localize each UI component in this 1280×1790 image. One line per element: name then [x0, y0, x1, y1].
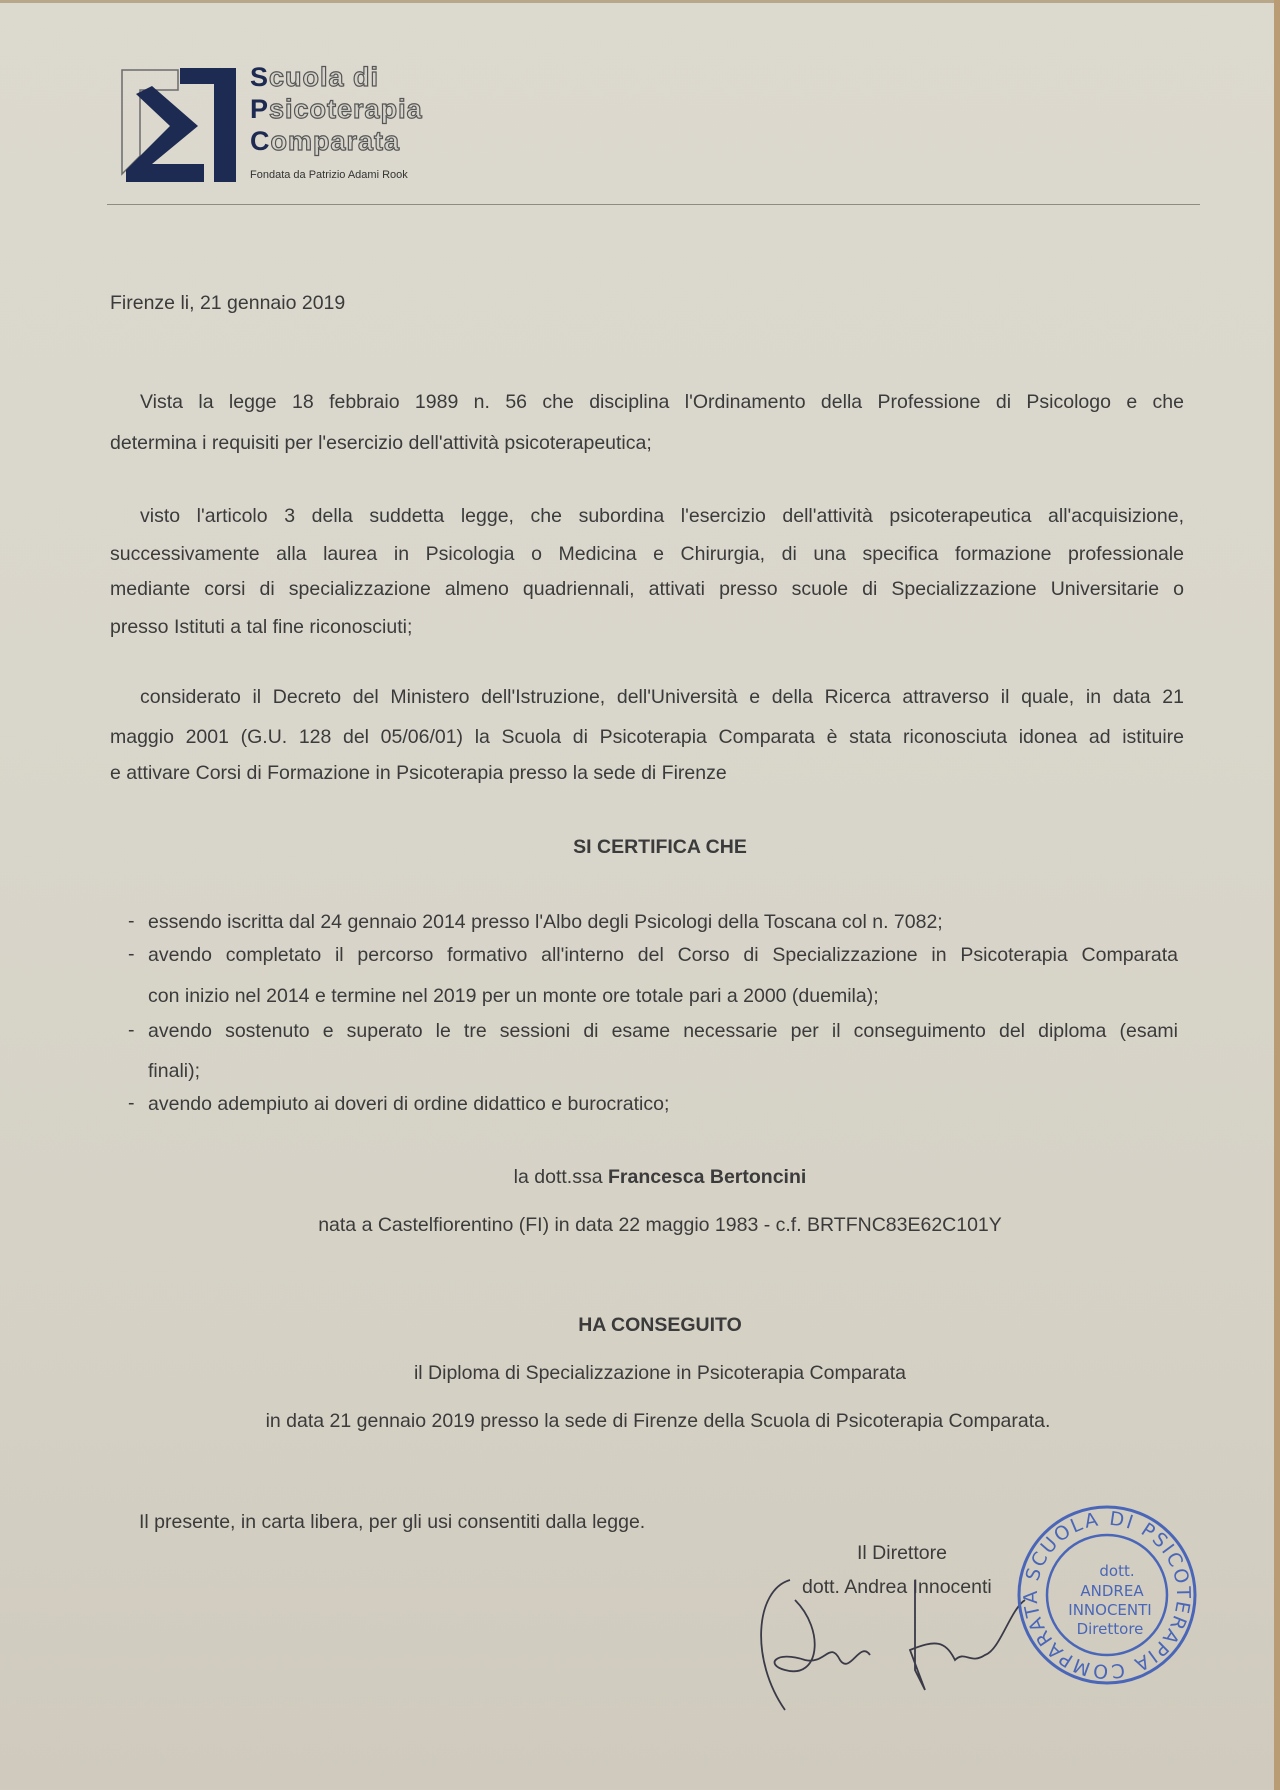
text-line: e attivare Corsi di Formazione in Psicoterapia presso la sede di Firenze [110, 762, 727, 784]
list-item: avendo completato il percorso formativo all'interno del Corso di Specializzazione in Psicoterapia Comparata [148, 944, 1178, 966]
conseguito-heading: HA CONSEGUITO [578, 1314, 742, 1336]
logo-line-3: Comparata [250, 126, 401, 156]
bullet-marker: - [128, 1092, 135, 1114]
text-line: considerato il Decreto del Ministero dell'Istruzione, dell'Università e della Ricerca attraverso il quale, in data 21 [140, 686, 1184, 708]
header-divider [107, 204, 1200, 205]
date-line: Firenze li, 21 gennaio 2019 [110, 292, 346, 314]
official-stamp [1012, 1500, 1202, 1690]
certifica-heading: SI CERTIFICA CHE [573, 836, 747, 858]
recipient-name: Francesca Bertoncini [607, 1166, 807, 1188]
logo-line-2: Psicoterapia [250, 94, 423, 124]
stamp-ring-text: SCUOLA DI PSICOTERAPIA COMPARATA [1019, 1507, 1195, 1683]
list-item: avendo sostenuto e superato le tre sessioni di esame necessarie per il conseguimento del diploma (esami [148, 1020, 1178, 1042]
list-item-continued: finali); [148, 1060, 201, 1082]
bullet-marker: - [128, 1019, 135, 1041]
text-line: successivamente alla laurea in Psicologia o Medicina e Chirurgia, di una specifica formazione professionale [110, 543, 1184, 565]
logo-line-1: Scuola di [250, 62, 380, 92]
text-line: presso Istituti a tal fine riconosciuti; [110, 616, 413, 638]
handwritten-signature [745, 1570, 1045, 1720]
text-line: mediante corsi di specializzazione almeno quadriennali, attivati presso scuole di Specializzazione Universitarie o [110, 578, 1184, 600]
stamp-line: INNOCENTI [1068, 1601, 1152, 1619]
diploma-line: il Diploma di Specializzazione in Psicoterapia Comparata [413, 1362, 907, 1384]
diploma-date-line: in data 21 gennaio 2019 presso la sede di Firenze della Scuola di Psicoterapia Comparata. [265, 1410, 1051, 1432]
stamp-line: dott. [1099, 1562, 1135, 1580]
bullet-marker: - [128, 943, 135, 965]
recipient-line: la dott.ssa Francesca Bertoncini [513, 1166, 807, 1188]
signatory-name: dott. Andrea Innocenti [802, 1576, 992, 1598]
stamp-line: ANDREA [1080, 1582, 1144, 1600]
list-item: avendo adempiuto ai doveri di ordine didattico e burocratico; [148, 1093, 670, 1115]
stamp-line: Direttore [1076, 1620, 1144, 1638]
closing-line: Il presente, in carta libera, per gli usi consentiti dalla legge. [139, 1511, 646, 1533]
list-item: essendo iscritta dal 24 gennaio 2014 presso l'Albo degli Psicologi della Toscana col n. 7082; [148, 911, 943, 933]
list-item-continued: con inizio nel 2014 e termine nel 2019 per un monte ore totale pari a 2000 (duemila); [148, 985, 879, 1007]
logo-subtitle: Fondata da Patrizio Adami Rook [250, 169, 408, 181]
text-line: determina i requisiti per l'esercizio dell'attività psicoterapeutica; [110, 432, 652, 454]
bullet-marker: - [128, 910, 135, 932]
text-line: Vista la legge 18 febbraio 1989 n. 56 che disciplina l'Ordinamento della Professione di Psicologo e che [140, 391, 1184, 413]
text-line: maggio 2001 (G.U. 128 del 05/06/01) la Scuola di Psicoterapia Comparata è stata riconosciuta idonea ad istituire [110, 726, 1184, 748]
birth-line: nata a Castelfiorentino (FI) in data 22 maggio 1983 - c.f. BRTFNC83E62C101Y [318, 1214, 1002, 1236]
signatory-role: Il Direttore [857, 1542, 947, 1564]
sigma-logo-icon [118, 64, 243, 186]
paper-edge-right [1274, 0, 1280, 1790]
text-line: visto l'articolo 3 della suddetta legge, che subordina l'esercizio dell'attività psicoterapeutica all'acquisizione, [140, 505, 1184, 527]
paper-edge-top [0, 0, 1280, 3]
